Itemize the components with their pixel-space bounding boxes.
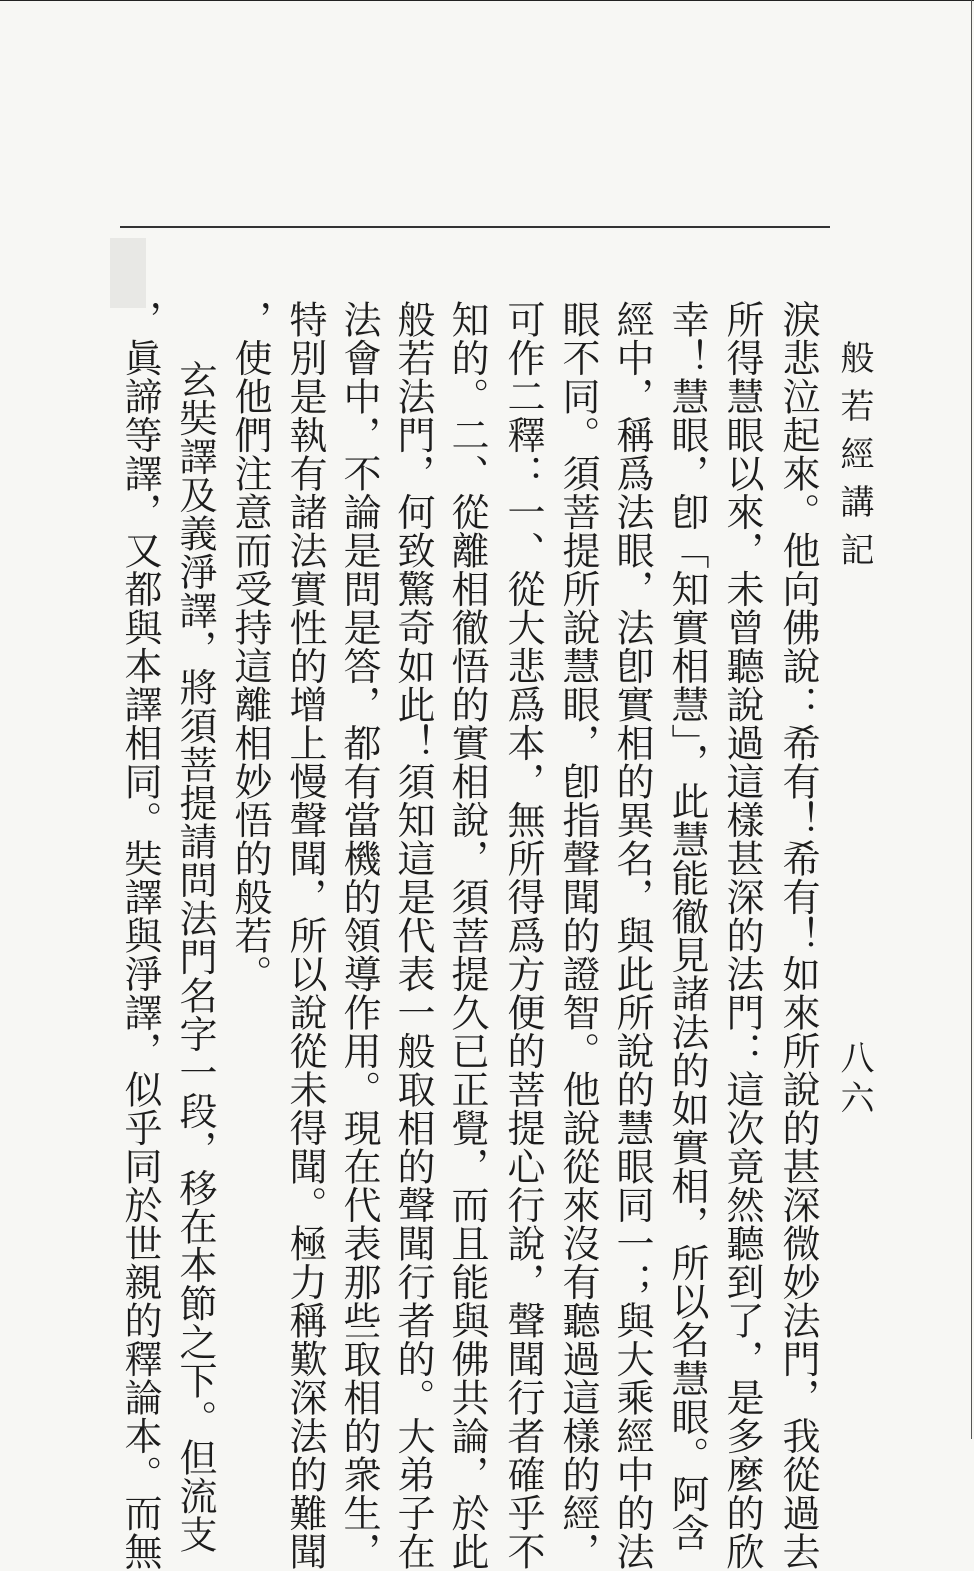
text-column: 玄奘譯及義淨譯，將須菩提請問法門名字一段，移在本節之下。但流支 [173,360,217,1554]
header-rule [120,226,830,228]
text-column: 經中，稱爲法眼，法卽實相的異名，與此所說的慧眼同一；與大乘經中的法 [610,300,654,1571]
text-column: 所得慧眼以來，未曾聽說過這樣甚深的法門：這次竟然聽到了，是多麼的欣 [720,300,764,1571]
text-column: 特別是執有諸法實性的增上慢聲聞，所以說從未得聞。極力稱歎深法的難聞 [283,300,327,1571]
bleed-through-mark [110,238,146,308]
text-column: 法會中，不論是問是答，都有當機的領導作用。現在代表那些取相的衆生， [337,300,381,1571]
text-column: 可作二釋：一、從大悲爲本，無所得爲方便的菩提心行說，聲聞行者確乎不 [501,300,545,1571]
page-right-edge [971,0,972,1439]
text-column: 淚悲泣起來。他向佛說：希有！希有！如來所說的甚深微妙法門，我從過去 [776,300,820,1571]
text-column: 幸！慧眼，卽「知實相慧」，此慧能徹見諸法的如實相，所以名慧眼。阿含 [665,300,709,1552]
page-top-edge [0,0,974,1]
text-column: 知的。二、從離相徹悟的實相說，須菩提久已正覺，而且能與佛共論，於此 [445,300,489,1571]
running-title: 般若經講記 [834,340,874,580]
page-number: 八六 [834,1040,874,1120]
text-column: 眼不同。須菩提所說慧眼，卽指聲聞的證智。他說從來沒有聽過這樣的經， [556,300,600,1571]
text-column: ，眞諦等譯，又都與本譯相同。奘譯與淨譯，似乎同於世親的釋論本。而無 [118,300,162,1571]
text-column: ，使他們注意而受持這離相妙悟的般若。 [228,300,272,993]
text-column: 般若法門，何致驚奇如此！須知這是代表一般取相的聲聞行者的。大弟子在 [391,300,435,1571]
